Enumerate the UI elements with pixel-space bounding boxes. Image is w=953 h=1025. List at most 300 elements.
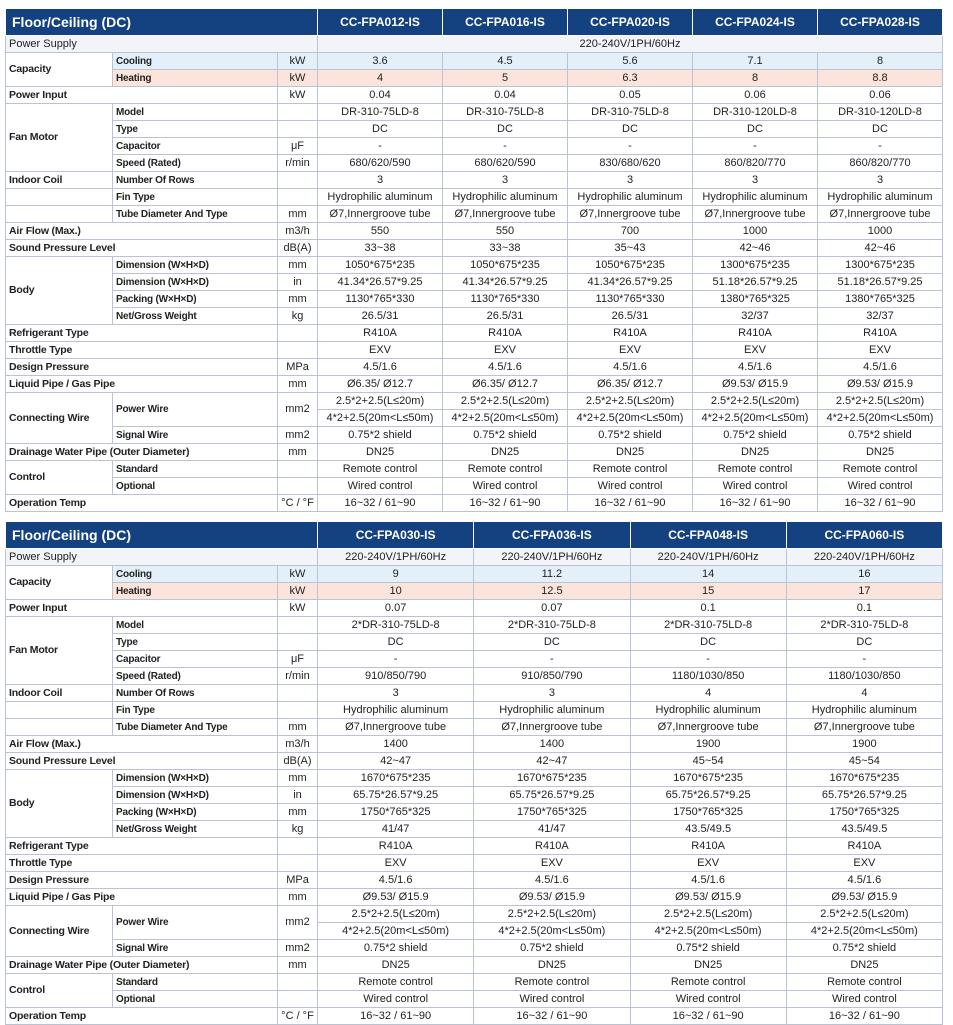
value-cell: Hydrophilic aluminum xyxy=(630,702,786,719)
value-cell: Remote control xyxy=(818,461,943,478)
value-cell: - xyxy=(474,651,630,668)
sub-label: Power Wire xyxy=(113,906,278,940)
value-cell: Ø9.53/ Ø15.9 xyxy=(786,889,942,906)
value-cell: 41.34*26.57*9.25 xyxy=(443,274,568,291)
value-cell: 1000 xyxy=(818,223,943,240)
value-cell: R410A xyxy=(786,838,942,855)
value-cell: R410A xyxy=(693,325,818,342)
value-cell: 8 xyxy=(818,53,943,70)
unit-label: in xyxy=(278,787,318,804)
table-row xyxy=(6,566,943,583)
value-cell: 16~32 / 61~90 xyxy=(818,495,943,512)
value-cell: 4.5/1.6 xyxy=(693,359,818,376)
unit-label: mm xyxy=(278,957,318,974)
table-row xyxy=(6,991,943,1008)
table-row xyxy=(6,702,943,719)
value-cell: EXV xyxy=(318,342,443,359)
value-cell: 33~38 xyxy=(443,240,568,257)
category-label: Air Flow (Max.) xyxy=(6,223,278,240)
value-cell: DR-310-120LD-8 xyxy=(693,104,818,121)
value-cell: EXV xyxy=(630,855,786,872)
table-row xyxy=(6,872,943,889)
value-cell: 0.75*2 shield xyxy=(474,940,630,957)
sub-label: Optional xyxy=(113,478,278,495)
value-cell: EXV xyxy=(786,855,942,872)
value-cell: Wired control xyxy=(568,478,693,495)
unit-label: °C / °F xyxy=(278,495,318,512)
category-label: Indoor Coil xyxy=(6,172,113,189)
table-row xyxy=(6,770,943,787)
value-cell: 2.5*2+2.5(L≤20m) xyxy=(318,393,443,410)
table-row xyxy=(6,308,943,325)
power-supply-value: 220-240V/1PH/60Hz xyxy=(318,549,474,566)
value-cell: Remote control xyxy=(693,461,818,478)
value-cell: - xyxy=(568,138,693,155)
value-cell: 3 xyxy=(443,172,568,189)
unit-label xyxy=(278,991,318,1008)
table-row xyxy=(6,325,943,342)
value-cell: 4*2+2.5(20m<L≤50m) xyxy=(474,923,630,940)
value-cell: DC xyxy=(818,121,943,138)
table-row xyxy=(6,138,943,155)
value-cell: 65.75*26.57*9.25 xyxy=(318,787,474,804)
sub-label: Heating xyxy=(113,583,278,600)
unit-label: kW xyxy=(278,600,318,617)
value-cell: 3 xyxy=(318,685,474,702)
unit-label: mm2 xyxy=(278,427,318,444)
sub-label: Net/Gross Weight xyxy=(113,308,278,325)
unit-label: m3/h xyxy=(278,223,318,240)
value-cell: DC xyxy=(443,121,568,138)
value-cell: 680/620/590 xyxy=(443,155,568,172)
value-cell: 16~32 / 61~90 xyxy=(630,1008,786,1025)
value-cell: - xyxy=(818,138,943,155)
spec-table-1 xyxy=(5,8,943,512)
unit-label: mm2 xyxy=(278,906,318,940)
table-row xyxy=(6,753,943,770)
table-row xyxy=(6,172,943,189)
value-cell: EXV xyxy=(693,342,818,359)
value-cell: 65.75*26.57*9.25 xyxy=(786,787,942,804)
value-cell: DN25 xyxy=(693,444,818,461)
category-label: Capacity xyxy=(6,566,113,600)
table-row xyxy=(6,359,943,376)
value-cell: 16~32 / 61~90 xyxy=(318,1008,474,1025)
category-label: Sound Pressure Level xyxy=(6,753,278,770)
value-cell: DC xyxy=(630,634,786,651)
value-cell: R410A xyxy=(318,325,443,342)
table-row xyxy=(6,855,943,872)
value-cell: 65.75*26.57*9.25 xyxy=(474,787,630,804)
value-cell: Ø7,Innergroove tube xyxy=(443,206,568,223)
value-cell: EXV xyxy=(568,342,693,359)
unit-label xyxy=(278,974,318,991)
table-row xyxy=(6,206,943,223)
category-label: Refrigerant Type xyxy=(6,838,278,855)
sub-label: Dimension (W×H×D) xyxy=(113,770,278,787)
sub-label: Fin Type xyxy=(113,189,278,206)
value-cell: Remote control xyxy=(318,461,443,478)
unit-label: dB(A) xyxy=(278,753,318,770)
sub-label: Signal Wire xyxy=(113,940,278,957)
value-cell: DR-310-75LD-8 xyxy=(318,104,443,121)
category-label-empty xyxy=(6,719,113,736)
sub-label: Dimension (W×H×D) xyxy=(113,257,278,274)
value-cell: 0.04 xyxy=(443,87,568,104)
value-cell: 43.5/49.5 xyxy=(630,821,786,838)
category-label: Sound Pressure Level xyxy=(6,240,278,257)
value-cell: 41.34*26.57*9.25 xyxy=(318,274,443,291)
value-cell: 1380*765*325 xyxy=(818,291,943,308)
unit-label: °C / °F xyxy=(278,1008,318,1025)
category-label-empty xyxy=(6,702,113,719)
spec-table-2 xyxy=(5,521,943,1025)
category-label: Connecting Wire xyxy=(6,906,113,957)
sub-label: Tube Diameter And Type xyxy=(113,206,278,223)
value-cell: Ø7,Innergroove tube xyxy=(818,206,943,223)
unit-label: MPa xyxy=(278,872,318,889)
category-label: Drainage Water Pipe (Outer Diameter) xyxy=(6,444,278,461)
table-row xyxy=(6,291,943,308)
value-cell: Wired control xyxy=(443,478,568,495)
unit-label xyxy=(278,685,318,702)
category-label: Operation Temp xyxy=(6,495,278,512)
value-cell: 0.06 xyxy=(693,87,818,104)
value-cell: 0.1 xyxy=(786,600,942,617)
table-row xyxy=(6,342,943,359)
table-row xyxy=(6,821,943,838)
value-cell: 0.06 xyxy=(818,87,943,104)
table-title: Floor/Ceiling (DC) xyxy=(6,522,318,549)
category-label: Power Input xyxy=(6,87,278,104)
unit-label xyxy=(278,855,318,872)
value-cell: 910/850/790 xyxy=(318,668,474,685)
model-header: CC-FPA012-IS xyxy=(318,9,443,36)
value-cell: Ø7,Innergroove tube xyxy=(568,206,693,223)
table-row xyxy=(6,617,943,634)
model-header: CC-FPA030-IS xyxy=(318,522,474,549)
value-cell: 4.5/1.6 xyxy=(786,872,942,889)
table-row xyxy=(6,974,943,991)
value-cell: Ø7,Innergroove tube xyxy=(474,719,630,736)
unit-label xyxy=(278,702,318,719)
category-label: Liquid Pipe / Gas Pipe xyxy=(6,889,278,906)
model-header: CC-FPA036-IS xyxy=(474,522,630,549)
value-cell: 550 xyxy=(318,223,443,240)
table-row xyxy=(6,70,943,87)
value-cell: Wired control xyxy=(786,991,942,1008)
table-row xyxy=(6,376,943,393)
value-cell: 0.1 xyxy=(630,600,786,617)
value-cell: 1300*675*235 xyxy=(693,257,818,274)
unit-label: MPa xyxy=(278,359,318,376)
unit-label xyxy=(278,325,318,342)
value-cell: 42~47 xyxy=(474,753,630,770)
value-cell: 0.75*2 shield xyxy=(318,940,474,957)
value-cell: 2.5*2+2.5(L≤20m) xyxy=(693,393,818,410)
value-cell: 1750*765*325 xyxy=(318,804,474,821)
unit-label: mm xyxy=(278,291,318,308)
value-cell: DC xyxy=(318,634,474,651)
value-cell: 1900 xyxy=(786,736,942,753)
value-cell: 2*DR-310-75LD-8 xyxy=(474,617,630,634)
model-header: CC-FPA024-IS xyxy=(693,9,818,36)
value-cell: Ø7,Innergroove tube xyxy=(630,719,786,736)
category-label-empty xyxy=(6,189,113,206)
value-cell: 2.5*2+2.5(L≤20m) xyxy=(318,906,474,923)
value-cell: 1300*675*235 xyxy=(818,257,943,274)
sub-label: Heating xyxy=(113,70,278,87)
value-cell: 16~32 / 61~90 xyxy=(443,495,568,512)
value-cell: - xyxy=(786,651,942,668)
value-cell: DC xyxy=(693,121,818,138)
table-row xyxy=(6,906,943,923)
value-cell: Wired control xyxy=(630,991,786,1008)
unit-label xyxy=(278,189,318,206)
value-cell: 42~46 xyxy=(693,240,818,257)
unit-label xyxy=(278,838,318,855)
value-cell: 1130*765*330 xyxy=(568,291,693,308)
value-cell: 2*DR-310-75LD-8 xyxy=(630,617,786,634)
value-cell: 0.75*2 shield xyxy=(818,427,943,444)
unit-label: mm xyxy=(278,376,318,393)
value-cell: 4.5/1.6 xyxy=(318,359,443,376)
unit-label: kW xyxy=(278,87,318,104)
unit-label xyxy=(278,172,318,189)
value-cell: Remote control xyxy=(474,974,630,991)
value-cell: 1670*675*235 xyxy=(318,770,474,787)
table-row xyxy=(6,804,943,821)
category-label: Liquid Pipe / Gas Pipe xyxy=(6,376,278,393)
value-cell: 2.5*2+2.5(L≤20m) xyxy=(443,393,568,410)
value-cell: 4.5 xyxy=(443,53,568,70)
unit-label: μF xyxy=(278,651,318,668)
category-label: Body xyxy=(6,770,113,838)
value-cell: 830/680/620 xyxy=(568,155,693,172)
unit-label: mm2 xyxy=(278,393,318,427)
value-cell: 42~46 xyxy=(818,240,943,257)
value-cell: Hydrophilic aluminum xyxy=(474,702,630,719)
value-cell: 26.5/31 xyxy=(318,308,443,325)
value-cell: Hydrophilic aluminum xyxy=(818,189,943,206)
value-cell: DC xyxy=(474,634,630,651)
category-label: Drainage Water Pipe (Outer Diameter) xyxy=(6,957,278,974)
sub-label: Model xyxy=(113,104,278,121)
value-cell: 2.5*2+2.5(L≤20m) xyxy=(568,393,693,410)
value-cell: 4.5/1.6 xyxy=(443,359,568,376)
sub-label: Tube Diameter And Type xyxy=(113,719,278,736)
value-cell: Ø9.53/ Ø15.9 xyxy=(318,889,474,906)
unit-label xyxy=(278,121,318,138)
value-cell: 8 xyxy=(693,70,818,87)
value-cell: 14 xyxy=(630,566,786,583)
value-cell: 0.07 xyxy=(318,600,474,617)
sub-label: Type xyxy=(113,121,278,138)
value-cell: 16~32 / 61~90 xyxy=(786,1008,942,1025)
value-cell: R410A xyxy=(630,838,786,855)
model-header: CC-FPA028-IS xyxy=(818,9,943,36)
unit-label: mm xyxy=(278,444,318,461)
value-cell: Ø9.53/ Ø15.9 xyxy=(818,376,943,393)
value-cell: 860/820/770 xyxy=(693,155,818,172)
value-cell: Remote control xyxy=(630,974,786,991)
value-cell: Wired control xyxy=(818,478,943,495)
category-label: Connecting Wire xyxy=(6,393,113,444)
value-cell: 2*DR-310-75LD-8 xyxy=(318,617,474,634)
value-cell: 1750*765*325 xyxy=(474,804,630,821)
table-row xyxy=(6,957,943,974)
table-row xyxy=(6,549,943,566)
value-cell: EXV xyxy=(318,855,474,872)
value-cell: 4*2+2.5(20m<L≤50m) xyxy=(318,410,443,427)
value-cell: 4*2+2.5(20m<L≤50m) xyxy=(318,923,474,940)
category-label: Fan Motor xyxy=(6,104,113,172)
value-cell: Ø7,Innergroove tube xyxy=(318,206,443,223)
sub-label: Power Wire xyxy=(113,393,278,427)
sub-label: Capacitor xyxy=(113,651,278,668)
unit-label xyxy=(278,104,318,121)
value-cell: Wired control xyxy=(318,991,474,1008)
table-row xyxy=(6,1008,943,1025)
table-row xyxy=(6,427,943,444)
value-cell: - xyxy=(630,651,786,668)
unit-label xyxy=(278,617,318,634)
value-cell: DN25 xyxy=(318,444,443,461)
power-supply-label: Power Supply xyxy=(6,36,318,53)
unit-label xyxy=(278,342,318,359)
sub-label: Dimension (W×H×D) xyxy=(113,274,278,291)
category-label: Throttle Type xyxy=(6,855,278,872)
table-row xyxy=(6,223,943,240)
table-row xyxy=(6,257,943,274)
value-cell: DN25 xyxy=(443,444,568,461)
value-cell: EXV xyxy=(443,342,568,359)
value-cell: Wired control xyxy=(318,478,443,495)
value-cell: 2.5*2+2.5(L≤20m) xyxy=(630,906,786,923)
category-label-empty xyxy=(6,206,113,223)
value-cell: 1380*765*325 xyxy=(693,291,818,308)
value-cell: 4.5/1.6 xyxy=(474,872,630,889)
value-cell: R410A xyxy=(818,325,943,342)
value-cell: 4 xyxy=(630,685,786,702)
value-cell: 4*2+2.5(20m<L≤50m) xyxy=(568,410,693,427)
power-supply-value: 220-240V/1PH/60Hz xyxy=(786,549,942,566)
value-cell: Hydrophilic aluminum xyxy=(786,702,942,719)
table-row xyxy=(6,393,943,410)
value-cell: 1900 xyxy=(630,736,786,753)
value-cell: 1670*675*235 xyxy=(474,770,630,787)
value-cell: 43.5/49.5 xyxy=(786,821,942,838)
value-cell: 0.75*2 shield xyxy=(318,427,443,444)
value-cell: 1130*765*330 xyxy=(443,291,568,308)
value-cell: DN25 xyxy=(318,957,474,974)
unit-label: μF xyxy=(278,138,318,155)
value-cell: 26.5/31 xyxy=(568,308,693,325)
value-cell: DN25 xyxy=(786,957,942,974)
header-row xyxy=(6,9,943,36)
table-row xyxy=(6,478,943,495)
value-cell: 680/620/590 xyxy=(318,155,443,172)
value-cell: 45~54 xyxy=(786,753,942,770)
value-cell: 9 xyxy=(318,566,474,583)
value-cell: 17 xyxy=(786,583,942,600)
category-label: Design Pressure xyxy=(6,872,278,889)
value-cell: 0.75*2 shield xyxy=(630,940,786,957)
sub-label: Type xyxy=(113,634,278,651)
power-supply-value: 220-240V/1PH/60Hz xyxy=(630,549,786,566)
value-cell: Hydrophilic aluminum xyxy=(693,189,818,206)
value-cell: 12.5 xyxy=(474,583,630,600)
sub-label: Signal Wire xyxy=(113,427,278,444)
table-row xyxy=(6,787,943,804)
category-label: Control xyxy=(6,461,113,495)
value-cell: 16 xyxy=(786,566,942,583)
table-row xyxy=(6,668,943,685)
value-cell: 10 xyxy=(318,583,474,600)
unit-label: kg xyxy=(278,821,318,838)
category-label: Air Flow (Max.) xyxy=(6,736,278,753)
value-cell: Remote control xyxy=(318,974,474,991)
value-cell: 2.5*2+2.5(L≤20m) xyxy=(786,906,942,923)
value-cell: 3.6 xyxy=(318,53,443,70)
value-cell: Ø9.53/ Ø15.9 xyxy=(693,376,818,393)
value-cell: R410A xyxy=(318,838,474,855)
table-row xyxy=(6,838,943,855)
table-row xyxy=(6,53,943,70)
value-cell: 32/37 xyxy=(693,308,818,325)
value-cell: 8.8 xyxy=(818,70,943,87)
value-cell: 3 xyxy=(568,172,693,189)
value-cell: 3 xyxy=(693,172,818,189)
table-row xyxy=(6,600,943,617)
value-cell: Ø6.35/ Ø12.7 xyxy=(443,376,568,393)
sub-label: Optional xyxy=(113,991,278,1008)
value-cell: 1050*675*235 xyxy=(318,257,443,274)
value-cell: Ø6.35/ Ø12.7 xyxy=(568,376,693,393)
value-cell: 1670*675*235 xyxy=(786,770,942,787)
value-cell: 4 xyxy=(318,70,443,87)
unit-label: dB(A) xyxy=(278,240,318,257)
value-cell: R410A xyxy=(568,325,693,342)
value-cell: 4*2+2.5(20m<L≤50m) xyxy=(693,410,818,427)
value-cell: 4.5/1.6 xyxy=(818,359,943,376)
value-cell: Ø6.35/ Ø12.7 xyxy=(318,376,443,393)
value-cell: 0.07 xyxy=(474,600,630,617)
value-cell: 1050*675*235 xyxy=(443,257,568,274)
unit-label: r/min xyxy=(278,155,318,172)
value-cell: 4*2+2.5(20m<L≤50m) xyxy=(443,410,568,427)
unit-label: mm xyxy=(278,804,318,821)
header-row xyxy=(6,522,943,549)
table-row xyxy=(6,240,943,257)
value-cell: 0.05 xyxy=(568,87,693,104)
value-cell: - xyxy=(318,651,474,668)
value-cell: Hydrophilic aluminum xyxy=(568,189,693,206)
value-cell: 2.5*2+2.5(L≤20m) xyxy=(474,906,630,923)
value-cell: 4*2+2.5(20m<L≤50m) xyxy=(630,923,786,940)
table-row xyxy=(6,583,943,600)
sub-label: Number Of Rows xyxy=(113,685,278,702)
value-cell: DR-310-120LD-8 xyxy=(818,104,943,121)
value-cell: 1750*765*325 xyxy=(630,804,786,821)
value-cell: 3 xyxy=(474,685,630,702)
table-row xyxy=(6,651,943,668)
unit-label: r/min xyxy=(278,668,318,685)
sub-label: Fin Type xyxy=(113,702,278,719)
category-label: Body xyxy=(6,257,113,325)
value-cell: EXV xyxy=(474,855,630,872)
sub-label: Number Of Rows xyxy=(113,172,278,189)
